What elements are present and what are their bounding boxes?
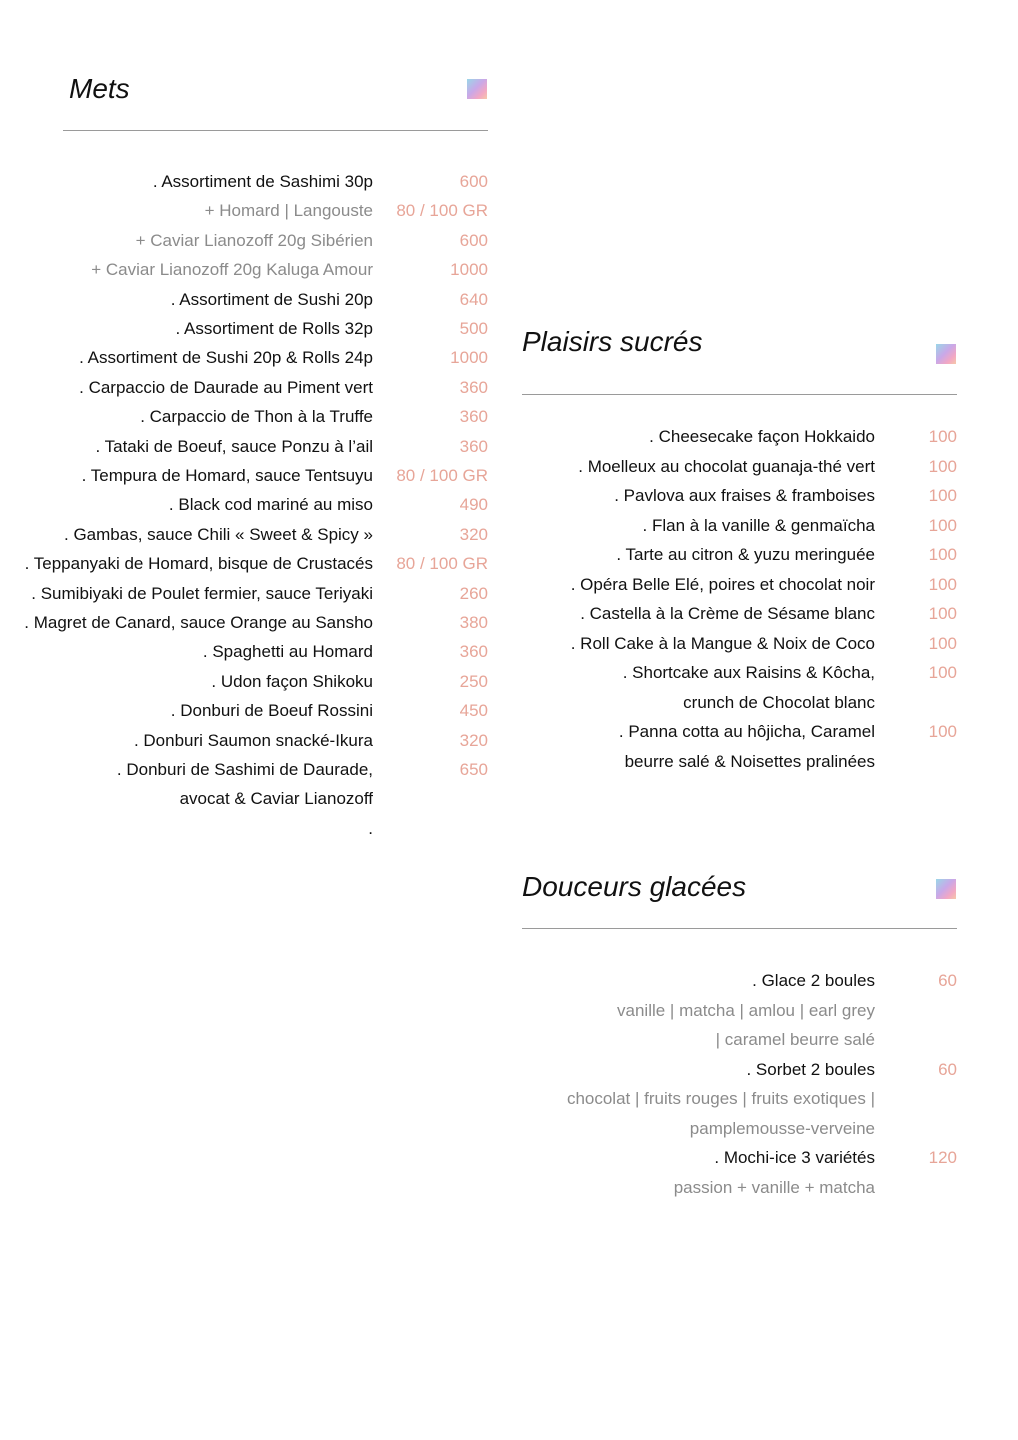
menu-item-price: 360	[459, 377, 488, 397]
menu-item-price: 650	[459, 760, 488, 779]
menu-item-name: + Caviar Lianozoff 20g Sibérien	[135, 230, 373, 250]
menu-item-price: 600	[459, 230, 488, 250]
menu-item-price: 600	[459, 172, 488, 191]
menu-item-name: . Panna cotta au hôjicha, Caramel	[618, 722, 875, 741]
menu-item-price: 260	[459, 583, 488, 603]
menu-item-name: avocat & Caviar Lianozoff	[179, 789, 373, 809]
menu-item-name: . Sumibiyaki de Poulet fermier, sauce Teriyaki	[31, 583, 373, 603]
menu-item	[0, 966, 957, 995]
menu-item-price: 100	[928, 515, 957, 535]
menu-item-price: 120	[928, 1148, 957, 1167]
menu-item-price: 100	[928, 663, 957, 682]
menu-item-name: . Opéra Belle Elé, poires et chocolat noir	[570, 574, 875, 594]
menu-item-price: 100	[928, 633, 957, 653]
menu-item-name: . Carpaccio de Daurade au Piment vert	[79, 377, 373, 397]
menu-item-name: . Cheesecake façon Hokkaido	[649, 427, 875, 446]
menu-item-price: 100	[928, 456, 957, 476]
menu-item-price: 360	[459, 407, 488, 427]
menu-item-name: . Tataki de Boeuf, sauce Ponzu à l’ail	[95, 436, 373, 456]
menu-item-flavors	[0, 996, 875, 1025]
menu-item-name: . Teppanyaki de Homard, bisque de Crustacés	[24, 554, 373, 574]
menu-item-name: . Donburi Saumon snacké-Ikura	[133, 730, 373, 750]
menu-item-price: 80 / 100 GR	[396, 554, 488, 574]
menu-item-name: crunch de Chocolat blanc	[683, 692, 875, 712]
menu-item-price: 380	[459, 613, 488, 632]
menu-item-name: . Black cod mariné au miso	[168, 495, 373, 515]
menu-item-price: 100	[928, 427, 957, 446]
plaisirs-sucres-title: Plaisirs sucrés	[522, 326, 703, 357]
gradient-square-icon	[936, 879, 956, 899]
douceurs-glacees-divider	[522, 928, 957, 929]
menu-item-flavors	[0, 1025, 875, 1054]
menu-item	[0, 1143, 957, 1172]
menu-item-name: beurre salé & Noisettes pralinées	[624, 751, 875, 771]
menu-item-name: . Tarte au citron & yuzu meringuée	[616, 545, 875, 564]
menu-item-price: 100	[928, 574, 957, 594]
menu-item-price: 450	[459, 701, 488, 721]
menu-item-name: . Moelleux au chocolat guanaja-thé vert	[578, 456, 875, 476]
menu-item-name: . Castella à la Crème de Sésame blanc	[580, 604, 875, 623]
menu-item-name: passion + vanille + matcha	[673, 1177, 875, 1197]
menu-item	[0, 1055, 957, 1084]
menu-item-price: 60	[938, 971, 957, 990]
menu-item-name: . Sorbet 2 boules	[746, 1059, 875, 1079]
menu-item-price: 360	[459, 436, 488, 456]
menu-item-name: . Assortiment de Sushi 20p	[170, 289, 373, 309]
menu-item-price: 60	[938, 1059, 957, 1079]
menu-item-name: . Glace 2 boules	[752, 971, 875, 990]
menu-item-price: 640	[459, 289, 488, 309]
menu-item-name: . Assortiment de Sashimi 30p	[152, 172, 373, 191]
menu-item-price: 80 / 100 GR	[396, 201, 488, 221]
menu-item-price: 100	[928, 722, 957, 741]
menu-item-price: 100	[928, 545, 957, 564]
menu-item-price: 360	[459, 642, 488, 662]
menu-item-name: + Caviar Lianozoff 20g Kaluga Amour	[91, 260, 373, 280]
menu-item-name: . Assortiment de Sushi 20p & Rolls 24p	[79, 348, 373, 368]
douceurs-glacees-title: Douceurs glacées	[522, 871, 747, 902]
menu-item-price: 490	[459, 495, 488, 515]
mets-title: Mets	[69, 73, 130, 104]
menu-item-name: | caramel beurre salé	[715, 1030, 875, 1049]
menu-item-name: vanille | matcha | amlou | earl grey	[617, 1000, 875, 1020]
menu-item-name: . Pavlova aux fraises & framboises	[614, 486, 875, 505]
menu-item-price: 320	[459, 730, 488, 750]
menu-item-name: . Donburi de Sashimi de Daurade,	[116, 760, 373, 779]
menu-item-name: pamplemousse-verveine	[689, 1118, 875, 1138]
menu-item-price: 320	[459, 524, 488, 544]
menu-item-name: . Shortcake aux Raisins & Kôcha,	[622, 663, 875, 682]
menu-item-name: + Homard | Langouste	[204, 201, 373, 221]
menu-item-flavors	[0, 1084, 875, 1113]
menu-item-name: . Magret de Canard, sauce Orange au Sansho	[24, 613, 373, 632]
menu-item-name: . Assortiment de Rolls 32p	[175, 319, 373, 338]
menu-item-name: . Flan à la vanille & genmaïcha	[642, 515, 875, 535]
menu-item-price: 80 / 100 GR	[396, 466, 488, 485]
menu-item-name: . Udon façon Shikoku	[211, 671, 373, 691]
menu-item-price: 250	[459, 671, 488, 691]
menu-item-name: . Tempura de Homard, sauce Tentsuyu	[81, 466, 373, 485]
menu-item-name: . Carpaccio de Thon à la Truffe	[140, 407, 373, 427]
menu-item-price: 100	[928, 486, 957, 505]
menu-item-flavors	[0, 1114, 875, 1143]
menu-item-name: . Roll Cake à la Mangue & Noix de Coco	[570, 633, 875, 653]
menu-item-price: 500	[459, 319, 488, 338]
menu-item-price: 1000	[450, 260, 488, 280]
menu-item-name: . Donburi de Boeuf Rossini	[170, 701, 373, 721]
menu-item-name: . Gambas, sauce Chili « Sweet & Spicy »	[64, 524, 373, 544]
menu-item-name: .	[368, 818, 373, 838]
menu-item-name: . Spaghetti au Homard	[202, 642, 373, 662]
menu-item-name: . Mochi-ice 3 variétés	[714, 1148, 875, 1167]
menu-item-flavors	[0, 1173, 875, 1202]
menu-item-price: 1000	[450, 348, 488, 368]
menu-item-price: 100	[928, 604, 957, 623]
menu-item-name: chocolat | fruits rouges | fruits exotiques |	[566, 1089, 875, 1108]
